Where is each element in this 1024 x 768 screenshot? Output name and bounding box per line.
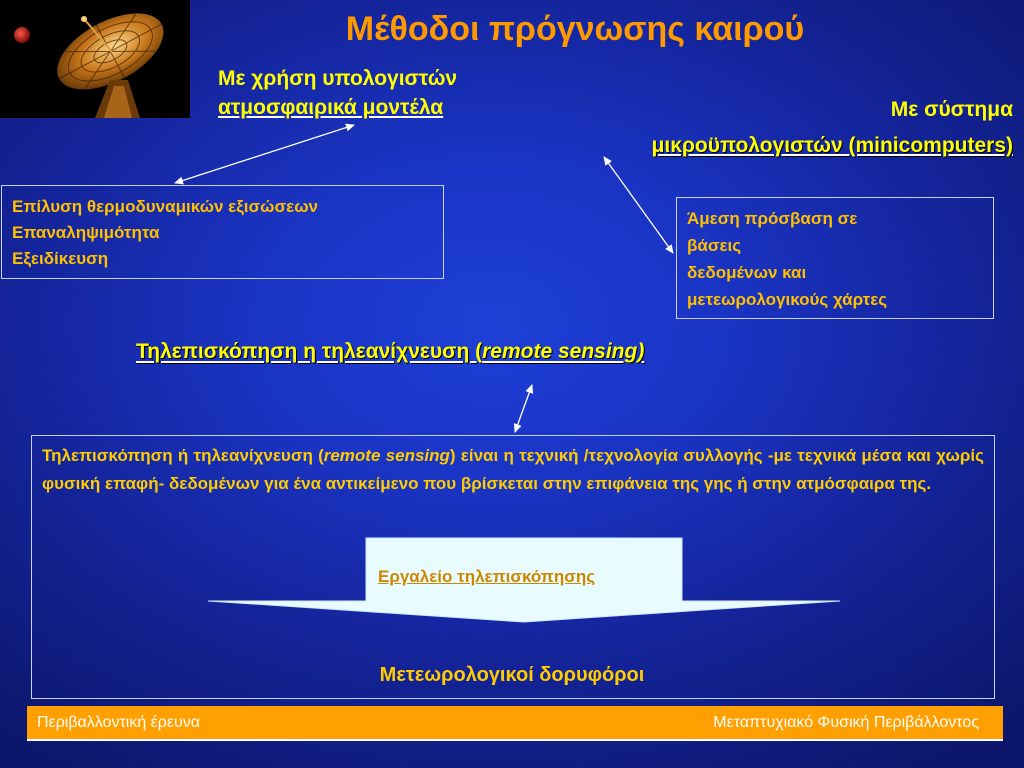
list-item: δεδομένων και <box>687 263 807 282</box>
list-item: βάσεις <box>687 236 742 255</box>
definition-part2: ) είναι η τεχνική /τεχνολογία συλλογής -με τεχνικά μέσα και χωρίς φυσική επαφή- δεδομένων για ένα αντικείμενο που βρίσκεται στην επιφάνεια της γης ή στην ατμόσφαιρα της. <box>42 446 984 493</box>
footer-left-text: Περιβαλλοντική έρευνα <box>37 714 201 731</box>
remote-sensing-heading-term: remote sensing) <box>482 340 645 363</box>
definition-part1: Τηλεπισκόπηση ή τηλεανίχνευση ( <box>42 446 324 465</box>
list-item: Επίλυση θερμοδυναμικών εξισώσεων <box>12 197 319 216</box>
list-item: Άμεση πρόσβαση σε <box>687 209 858 228</box>
tool-label: Εργαλείο τηλεπισκόπησης <box>378 567 596 586</box>
footer-right-text: Μεταπτυχιακό Φυσική Περιβάλλοντος <box>713 714 979 731</box>
minicomputers-heading-line1: Με σύστημα <box>890 98 1013 121</box>
remote-sensing-heading-prefix: Τηλεπισκόπηση η τηλεανίχνευση ( <box>136 340 483 363</box>
definition-term: remote sensing <box>323 446 450 465</box>
footer-bar <box>27 706 1003 741</box>
computers-heading-line1: Με χρήση υπολογιστών <box>218 67 458 90</box>
list-item: Εξειδίκευση <box>12 249 109 268</box>
page-title: Μέθοδοι πρόγνωσης καιρού <box>345 10 805 48</box>
list-item: Επαναληψιμότητα <box>12 223 160 242</box>
list-item: μετεωρολογικούς χάρτες <box>687 290 888 309</box>
minicomputers-heading-line2: μικροϋπολογιστών (minicomputers) <box>651 134 1013 157</box>
satellites-label: Μετεωρολογικοί δορυφόροι <box>379 664 645 686</box>
computers-heading-line2: ατμοσφαιρικά μοντέλα <box>218 96 444 119</box>
